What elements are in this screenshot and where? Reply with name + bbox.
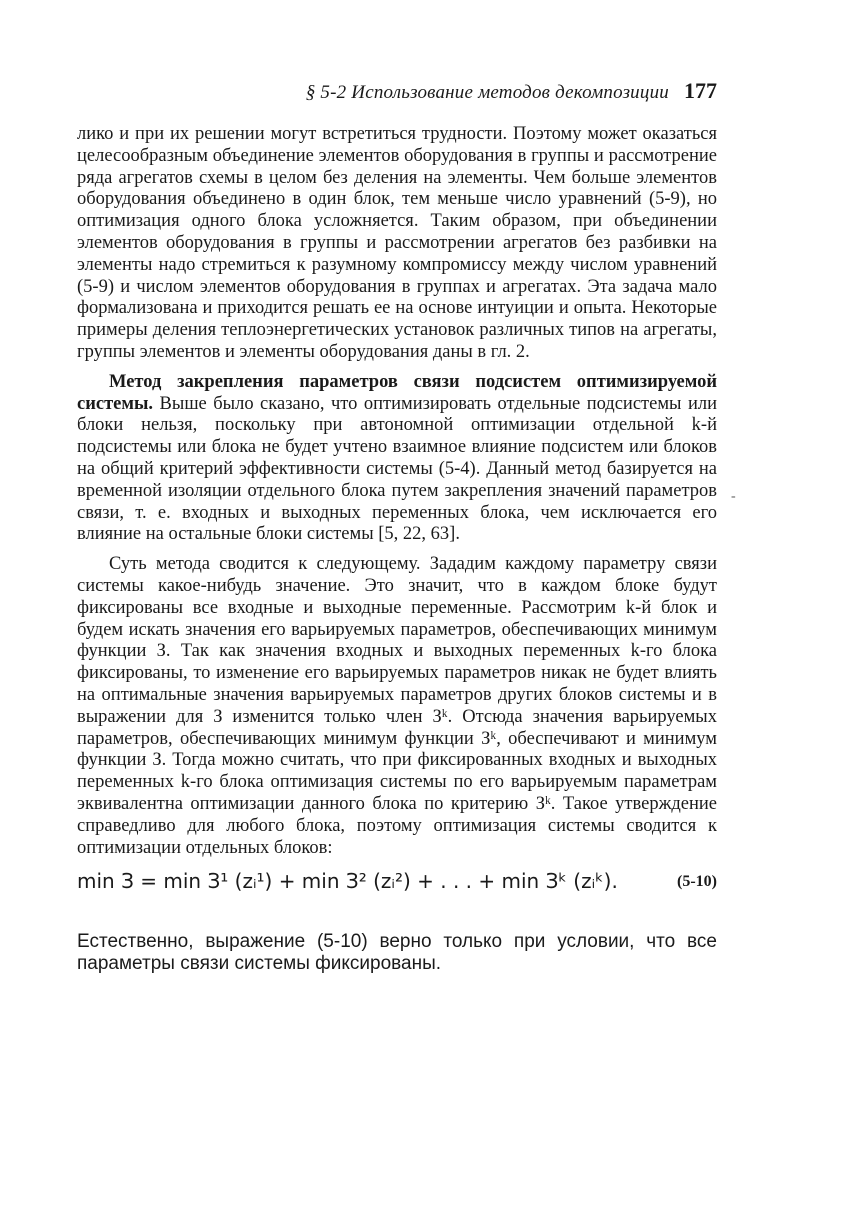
paragraph-continuation: лико и при их решении могут встретиться трудности. Поэтому может оказаться целесообразным объединение элементов оборудования в группы и рассмотрение ряда агрегатов схемы в целом без деления на элементы. Чем больше элементов оборудования объединено в один блок, тем меньше число уравнений (5-9), но оптимизация одного блока усложняется. Таким образом, при объединении элементов оборудования в группы и рассмотрении агрегатов без разбивки на элементы надо стремиться к разумному компромиссу между числом уравнений (5-9) и числом элементов оборудования в группах и агрегатах. Эта задача мало формализована и приходится решать ее на основе интуиции и опыта. Некоторые примеры деления теплоэнергетических установок различных типов на агрегаты, группы элементов и элементы оборудования даны в гл. 2. bbox=[77, 124, 717, 362]
running-head bbox=[77, 78, 717, 110]
equation: min З = min З¹ (zᵢ¹) + min З² (zᵢ²) + . . . + min Зᵏ (zᵢᵏ). bbox=[77, 869, 618, 894]
margin-mark: - bbox=[731, 489, 736, 504]
section-title: § 5-2 Использование методов декомпозиции bbox=[305, 82, 669, 103]
equation-row bbox=[77, 869, 717, 901]
paragraph-method bbox=[77, 372, 717, 546]
page-number: 177 bbox=[684, 78, 717, 103]
paragraph-method-text: Выше было сказано, что оптимизировать отдельные подсистемы или блоки нельзя, поскольку при автономной оптимизации отдельной k-й подсистемы или блока не будет учтено взаимное влияние подсистем или блоков на общий критерий эффективности системы (5-4). Данный метод базируется на временной изоляции отдельного блока путем закрепления значений параметров связи, т. е. входных и выходных переменных блока, чем исключается его влияние на остальные блоки системы [5, 22, 63]. bbox=[77, 393, 717, 545]
body-text bbox=[77, 124, 717, 859]
equation-number: (5-10) bbox=[677, 873, 717, 891]
book-page bbox=[77, 78, 717, 975]
final-paragraph: Естественно, выражение (5-10) верно только при условии, что все параметры связи системы фиксированы. bbox=[77, 931, 717, 975]
paragraph-essence: Суть метода сводится к следующему. Зададим каждому параметру связи системы какое-нибудь значение. Это значит, что в каждом блоке будут фиксированы все входные и выходные переменные. Рассмотрим k-й блок и будем искать значения его варьируемых параметров, обеспечивающих минимум функции З. Так как значения входных и выходных переменных k-го блока фиксированы, то изменение его варьируемых параметров никак не будет влиять на оптимальные значения варьируемых параметров других блоков системы и в выражении для З изменится только член Зᵏ. Отсюда значения варьируемых параметров, обеспечивающих минимум функции Зᵏ, обеспечивают и минимум функции З. Тогда можно считать, что при фиксированных входных и выходных переменных k-го блока оптимизация системы по его варьируемым параметрам эквивалентна оптимизации данного блока по критерию Зᵏ. Такое утверждение справедливо для любого блока, поэтому оптимизация системы сводится к оптимизации отдельных блоков: bbox=[77, 554, 717, 858]
run-in-heading: Метод закрепления параметров связи подсистем оптимизируемой системы. bbox=[77, 371, 717, 414]
